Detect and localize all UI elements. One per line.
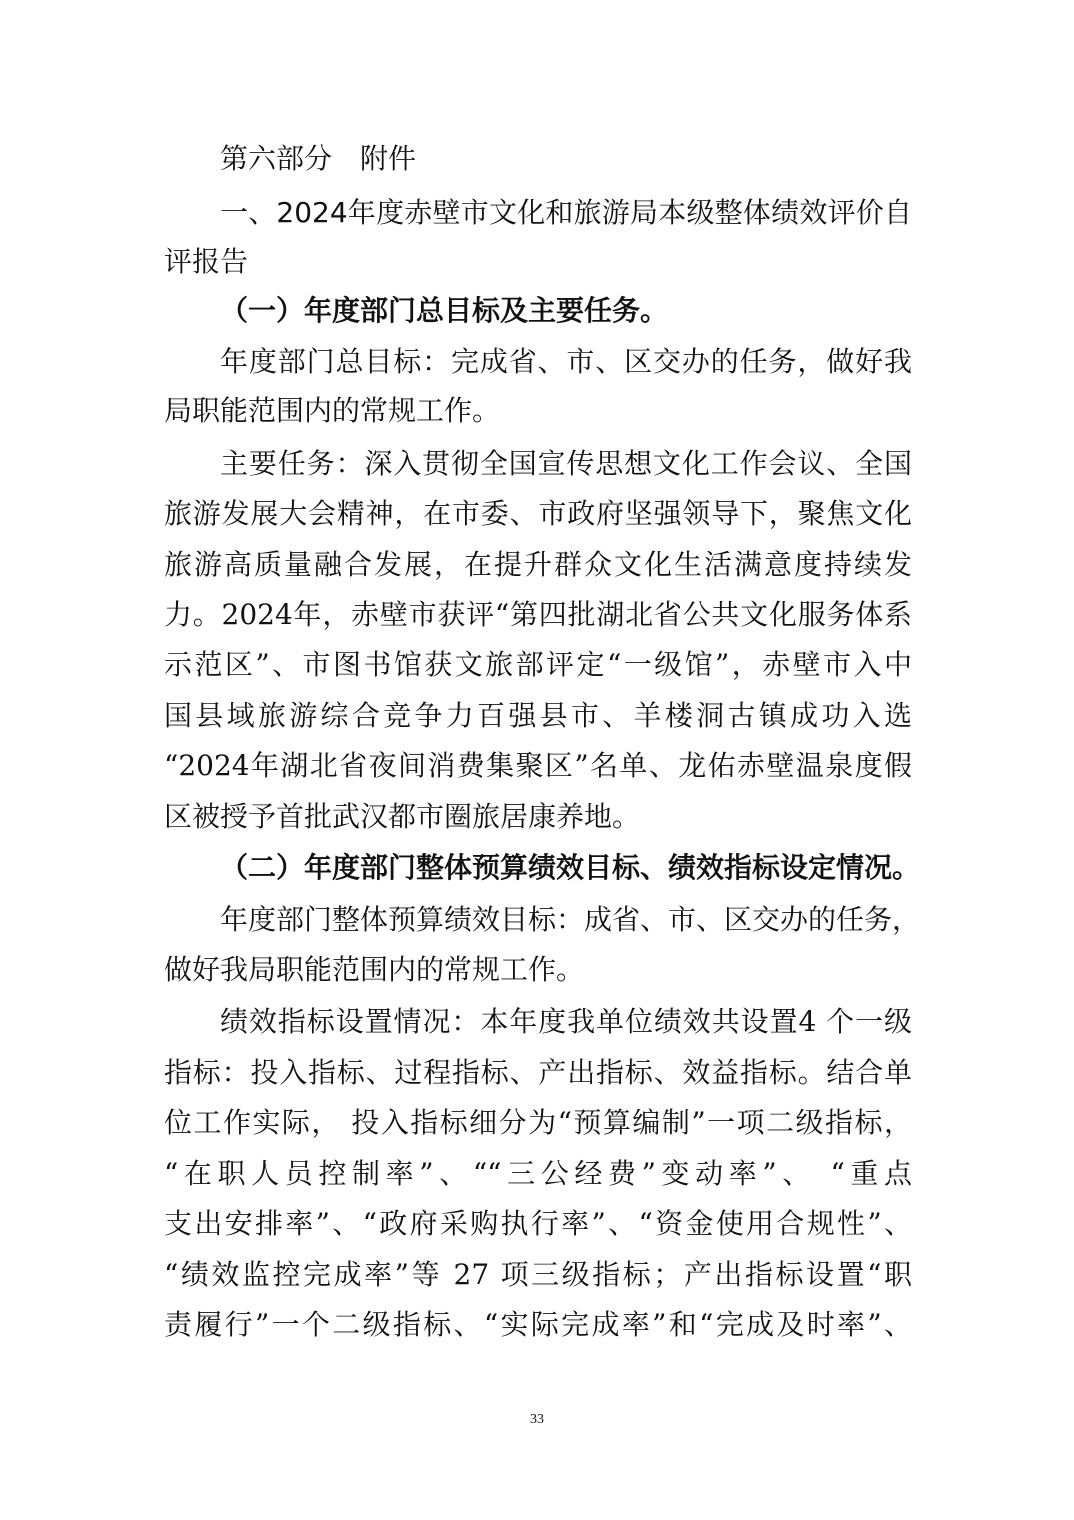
paragraph-4-line-4: “在职人员控制率”、““三公经费”变动率”、 “重点 [164,1157,912,1190]
paragraph-4-line-2: 指标：投入指标、过程指标、产出指标、效益指标。结合单 [164,1056,912,1089]
paragraph-4-line-5: 支出安排率”、“政府采购执行率”、“资金使用合规性”、 [164,1207,912,1240]
paragraph-2-line-2: 旅游发展大会精神，在市委、市政府坚强领导下，聚焦文化 [164,497,912,530]
section-title: 第六部分 附件 [220,142,417,175]
report-heading-line-2: 评报告 [164,245,249,278]
paragraph-4-line-1: 绩效指标设置情况：本年度我单位绩效共设置4 个一级 [220,1005,912,1038]
paragraph-2-line-6: 国县域旅游综合竞争力百强县市、羊楼洞古镇成功入选 [164,699,912,732]
subheading-1: （一）年度部门总目标及主要任务。 [220,294,669,327]
paragraph-1-line-2: 局职能范围内的常规工作。 [164,394,501,427]
paragraph-4-line-6: “绩效监控完成率”等 27 项三级指标；产出指标设置“职 [164,1258,912,1291]
paragraph-2-line-7: “2024年湖北省夜间消费集聚区”名单、龙佑赤壁温泉度假 [164,749,912,782]
paragraph-2-line-5: 示范区”、市图书馆获文旅部评定“一级馆”，赤壁市入中 [164,648,912,681]
report-heading-line-1: 一、2024年度赤壁市文化和旅游局本级整体绩效评价自 [220,196,912,229]
paragraph-4-line-3: 位工作实际， 投入指标细分为“预算编制”一项二级指标， [164,1106,912,1139]
paragraph-3-line-2: 做好我局职能范围内的常规工作。 [164,953,585,986]
paragraph-2-line-4: 力。2024年，赤壁市获评“第四批湖北省公共文化服务体系 [164,598,912,631]
subheading-2: （二）年度部门整体预算绩效目标、绩效指标设定情况。 [220,851,921,884]
paragraph-3-line-1: 年度部门整体预算绩效目标：成省、市、区交办的任务， [220,903,921,936]
paragraph-2-line-3: 旅游高质量融合发展，在提升群众文化生活满意度持续发 [164,548,912,581]
page-number: 33 [530,1412,544,1427]
paragraph-1-line-1: 年度部门总目标：完成省、市、区交办的任务，做好我 [220,345,912,378]
paragraph-4-line-7: 责履行”一个二级指标、“实际完成率”和“完成及时率”、 [164,1308,912,1341]
paragraph-2-line-8: 区被授予首批武汉都市圈旅居康养地。 [164,800,641,833]
paragraph-2-line-1: 主要任务：深入贯彻全国宣传思想文化工作会议、全国 [220,447,912,480]
